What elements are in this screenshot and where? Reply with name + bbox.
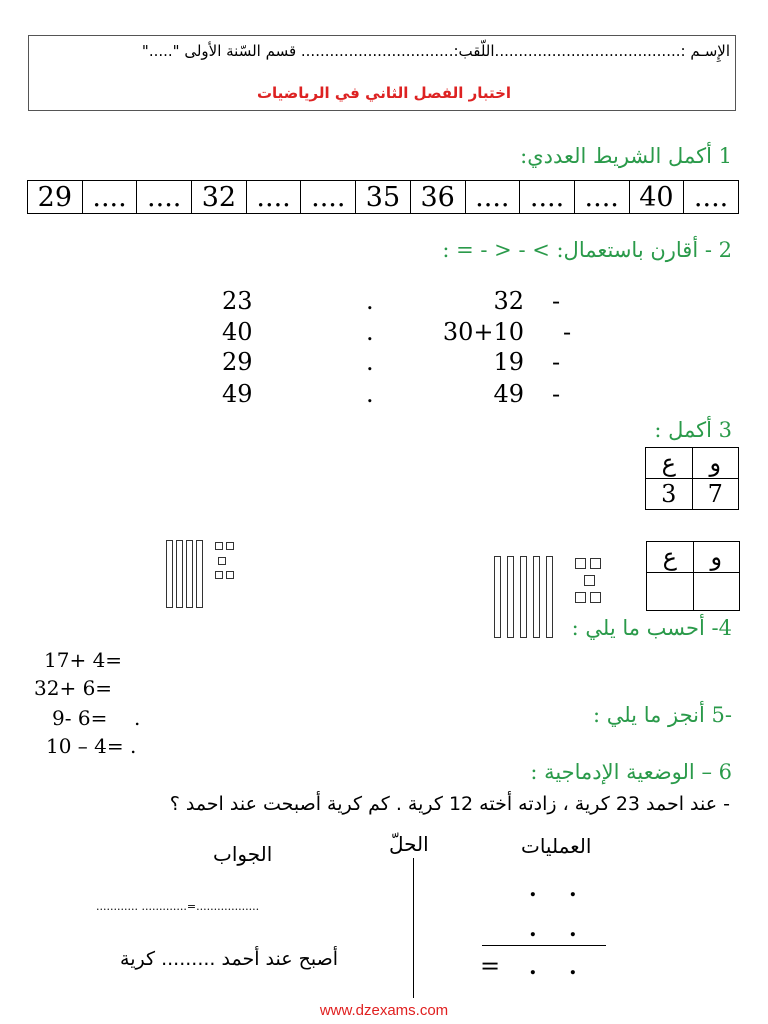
op-dot: .	[569, 916, 577, 942]
compare-right-value: 32	[493, 287, 524, 315]
place-value-table-2	[646, 541, 740, 611]
q3-title: 3 أكمل :	[654, 418, 732, 442]
tens-value: 3	[646, 479, 693, 510]
unit-cube	[218, 557, 226, 565]
compare-right-value: 19	[493, 348, 524, 376]
strip-cell: ....	[574, 181, 629, 213]
strip-cell: 40	[629, 181, 684, 213]
problem-statement: - عند احمد 23 كرية ، زادته أخته 12 كرية . كم كرية أصبحت عند احمد ؟	[169, 793, 730, 815]
strip-cell: ....	[683, 181, 738, 213]
place-value-table-1	[645, 447, 739, 510]
answer-line-1: ............ .............=..................	[96, 900, 260, 913]
units-blank	[693, 573, 739, 611]
op-dot: .	[529, 954, 537, 980]
ten-rod	[507, 556, 514, 638]
compare-left-value: 29	[222, 348, 253, 376]
compare-blank-dot: .	[366, 348, 374, 376]
ten-rod	[176, 540, 183, 608]
strip-cell: 36	[410, 181, 465, 213]
compare-row-dash: -	[552, 348, 561, 376]
compare-row-dash: -	[563, 318, 572, 346]
ten-rod	[494, 556, 501, 638]
answer-line-2: أصبح عند أحمد ......... كرية	[120, 948, 338, 970]
unit-cube	[226, 571, 234, 579]
units-value: 7	[692, 479, 739, 510]
q5-dot-1: .	[134, 706, 141, 730]
q2-title: 2 - أقارن باستعمال: > - < - = :	[442, 238, 732, 262]
operations-heading: العمليات	[521, 834, 592, 858]
strip-cell: ....	[519, 181, 574, 213]
compare-left-value: 49	[222, 380, 253, 408]
q5-dot-2: .	[130, 734, 137, 758]
q4-title: 4- أحسب ما يلي :	[571, 616, 732, 640]
strip-cell: 35	[355, 181, 410, 213]
op-dot: .	[569, 954, 577, 980]
answer-heading: الجواب	[213, 842, 273, 866]
q5-title: -5 أنجز ما يلي :	[592, 703, 732, 727]
compare-row-dash: -	[552, 287, 561, 315]
compare-blank-dot: .	[366, 318, 374, 346]
strip-cell: ....	[246, 181, 301, 213]
unit-cube	[215, 571, 223, 579]
op-dot: .	[569, 876, 577, 902]
compare-left-value: 40	[222, 318, 253, 346]
student-info-line: الإِسـم :.......................................اللّقب:................................ قسم السّنة الأولى "....."	[141, 42, 730, 60]
equals-sign: =	[480, 952, 501, 980]
q5-op-2: 10 – 4=	[46, 734, 124, 758]
ten-rod	[166, 540, 173, 608]
unit-cube	[575, 592, 586, 603]
unit-cube	[575, 558, 586, 569]
compare-left-value: 23	[222, 287, 253, 315]
strip-cell: ....	[300, 181, 355, 213]
compare-right-value: 30+10	[442, 318, 524, 346]
q5-op-1: 9- 6=	[52, 706, 108, 730]
ten-rod	[196, 540, 203, 608]
units-header: و	[693, 542, 739, 573]
q6-title: 6 – الوضعية الإدماجية :	[530, 760, 732, 784]
unit-cube	[215, 542, 223, 550]
compare-blank-dot: .	[366, 380, 374, 408]
ten-rod	[186, 540, 193, 608]
ten-rod	[533, 556, 540, 638]
op-dot: .	[529, 876, 537, 902]
exam-title: اختبار الفصل الثاني في الرياضيات	[256, 84, 512, 102]
sum-line	[482, 945, 606, 946]
compare-row-dash: -	[552, 380, 561, 408]
tens-blank	[647, 573, 694, 611]
q1-title: 1 أكمل الشريط العددي:	[520, 144, 732, 168]
ten-rod	[546, 556, 553, 638]
solution-heading: الحلّ	[389, 832, 429, 856]
unit-cube	[590, 592, 601, 603]
tens-header: ع	[647, 542, 694, 573]
tens-header: ع	[646, 448, 693, 479]
solution-divider	[413, 858, 414, 998]
footer-watermark: www.dzexams.com	[319, 1002, 449, 1019]
op-dot: .	[529, 916, 537, 942]
compare-blank-dot: .	[366, 287, 374, 315]
q4-op-2: 32+ 6=	[34, 676, 113, 700]
strip-cell: ....	[82, 181, 137, 213]
compare-right-value: 49	[493, 380, 524, 408]
unit-cube	[590, 558, 601, 569]
strip-cell: ....	[465, 181, 520, 213]
strip-cell: 29	[37, 181, 73, 213]
strip-cell: 32	[191, 181, 246, 213]
ten-rod	[520, 556, 527, 638]
unit-cube	[584, 575, 595, 586]
unit-cube	[226, 542, 234, 550]
number-strip	[27, 180, 739, 214]
strip-cell: ....	[136, 181, 191, 213]
units-header: و	[692, 448, 739, 479]
q4-op-1: 17+ 4=	[44, 648, 123, 672]
